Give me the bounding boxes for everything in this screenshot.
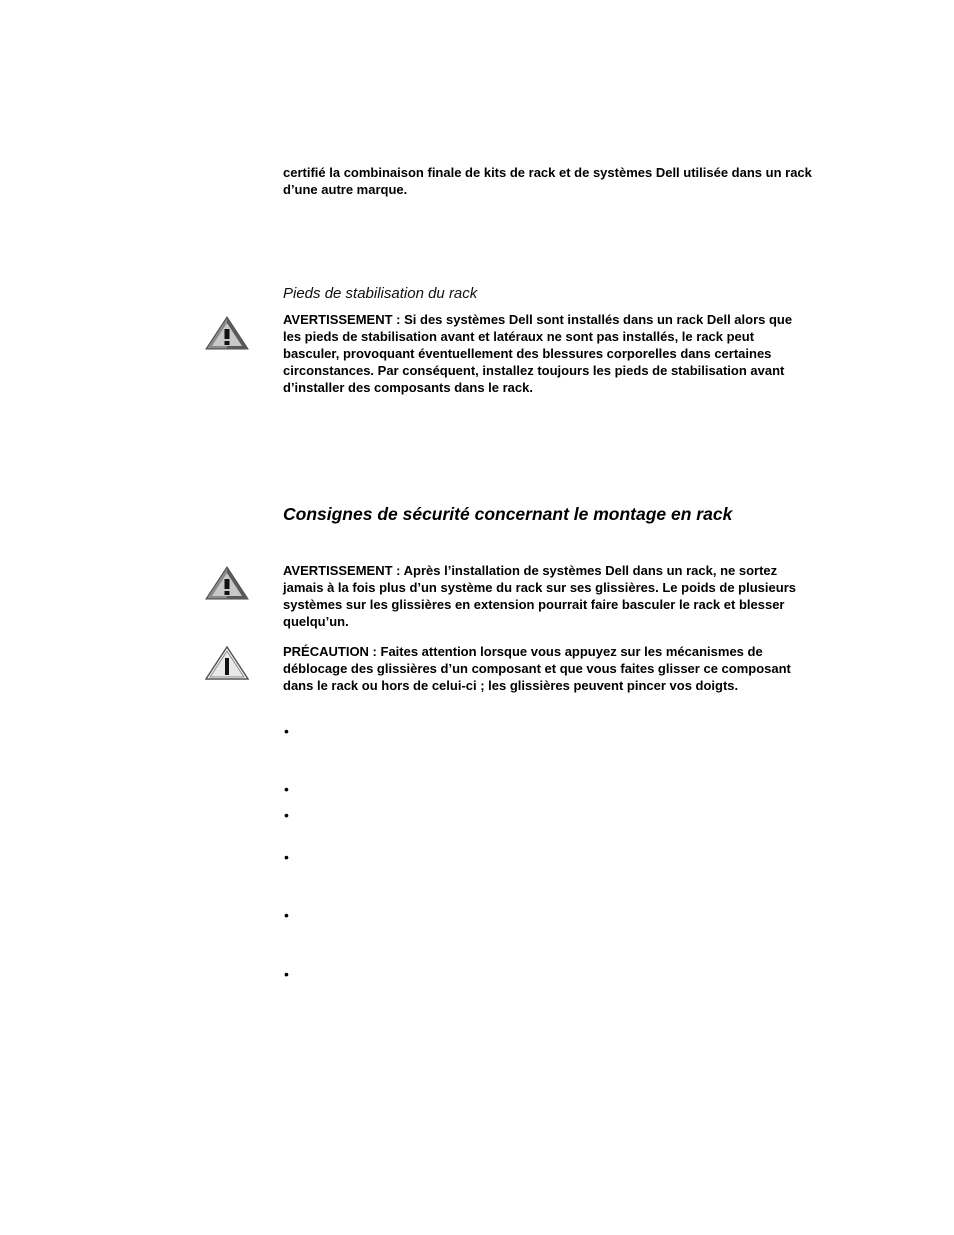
warning-stabilizer-feet [283, 311, 813, 396]
caution-text: Faites attention lorsque vous appuyez sur les mécanismes de déblocage des glissières d’un composant et que vous faites glisser ce composant dans le rack ou hors de celui-ci ; les glissières peuvent pincer vos doigts. [283, 644, 791, 693]
warning-text: Si des systèmes Dell sont installés dans un rack Dell alors que les pieds de stabilisation avant et latéraux ne sont pas installés, le rack peut basculer, provoquant éventuellement des blessures corporelles dans certaines circonstances. Par conséquent, installez toujours les pieds de stabilisation avant d’installer des composants dans le rack. [283, 312, 793, 395]
subheading-stabilizer-feet: Pieds de stabilisation du rack [283, 285, 478, 302]
warning-triangle-icon [205, 566, 249, 600]
intro-paragraph [283, 164, 813, 198]
list-item-bullet: • [284, 781, 289, 797]
caution-triangle-icon [205, 646, 249, 680]
warning-label: AVERTISSEMENT : [283, 312, 401, 327]
warning-multiple-systems [283, 562, 813, 630]
intro-text: certifié la combinaison finale de kits de rack et de systèmes Dell utilisée dans un rack d’une autre marque. [283, 165, 812, 197]
warning-triangle-icon [205, 316, 249, 350]
warning-label: AVERTISSEMENT : [283, 563, 401, 578]
warning-text: Après l’installation de systèmes Dell dans un rack, ne sortez jamais à la fois plus d’un système du rack sur ses glissières. Le poids de plusieurs systèmes sur les glissières en extension pourrait faire basculer le rack et blesser quelqu’un. [283, 563, 796, 629]
section-title: Consignes de sécurité concernant le montage en rack [283, 504, 733, 524]
list-item-bullet: • [284, 966, 289, 982]
list-item-bullet: • [284, 723, 289, 739]
list-item-bullet: • [284, 849, 289, 865]
list-item-bullet: • [284, 807, 289, 823]
caution-label: PRÉCAUTION : [283, 644, 377, 659]
caution-slide-rails [283, 643, 813, 694]
list-item-bullet: • [284, 907, 289, 923]
